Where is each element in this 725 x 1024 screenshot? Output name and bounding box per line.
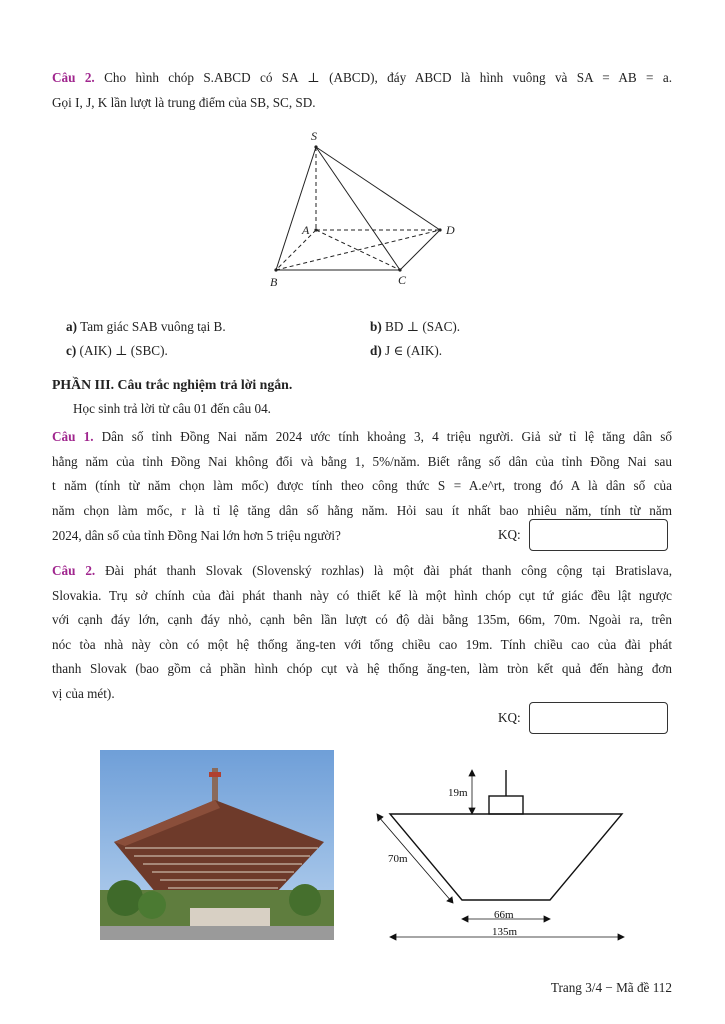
part-3-heading: PHẦN III. Câu trắc nghiệm trả lời ngắn. [52,377,293,392]
label-C: C [398,273,407,287]
question-2b-line-1: Câu 2. Đài phát thanh Slovak (Slovenský rozhlas) là một đài phát thanh công cộng tại Bratislava, [52,563,673,578]
question-1-line-2: hằng năm của tỉnh Đồng Nai không đổi và bằng 1, 5%/năm. Biết rằng số dân của tỉnh Đồng Nai sau [52,454,672,469]
question-1-label: Câu 1. [52,429,94,444]
pyramid-figure [260,125,460,295]
page-footer: Trang 3/4 − Mã đề 112 [550,980,672,995]
frustum-diagram [370,762,640,942]
label-S: S [311,129,317,143]
question-2b-label: Câu 2. [52,563,96,578]
question-1-answer-box[interactable] [529,519,668,551]
frustum-cross-section [390,814,622,900]
slovak-radio-photo [100,750,334,940]
question-2-label: Câu 2. [52,70,95,85]
label-small-base: 66m [494,909,514,921]
antenna-base [489,796,523,814]
question-2b-line-3: với cạnh đáy lớn, cạnh đáy nhỏ, cạnh bên lần lượt có độ dài bằng 135m, 66m, 70m. Ngoài ra, trên [52,612,672,627]
question-1-kq-label: KQ: [498,527,521,542]
option-b: b) BD ⊥ (SAC). [370,319,461,334]
diagonal-bd [276,230,440,270]
option-c: c) (AIK) ⊥ (SBC). [66,343,168,358]
option-d: d) J ∈ (AIK). [370,343,443,358]
question-2b-line-6: vị của mét). [52,686,115,701]
edge-cd [400,230,440,270]
edge-sb [276,147,316,270]
edge-sd [316,147,440,230]
label-antenna-height: 19m [448,787,468,799]
question-1-line-3: t năm (tính từ năm chọn làm mốc) được tính theo công thức S = A.e^rt, trong đó A là dân số của [52,478,672,493]
label-A: A [302,223,310,237]
label-D: D [446,223,455,237]
question-2b-line-2: Slovakia. Trụ sở chính của đài phát thanh này có thiết kế là một hình chóp cụt tứ giác đều lật ngược [52,588,672,603]
question-2-line-2: Gọi I, J, K lần lượt là trung điểm của SB, SC, SD. [52,95,316,110]
question-1-line-1: Câu 1. Dân số tỉnh Đồng Nai năm 2024 ước tính khoảng 3, 4 triệu người. Giả sử tỉ lệ tăng dân số [52,429,673,444]
part-3-instruction: Học sinh trả lời từ câu 01 đến câu 04. [73,401,271,416]
question-2-text-1: Cho hình chóp S.ABCD có SA ⊥ (ABCD), đáy ABCD là hình vuông và SA = AB = a. [104,70,673,85]
option-a: a) Tam giác SAB vuông tại B. [66,319,226,334]
question-2b-answer-box[interactable] [529,702,668,734]
edge-sc [316,147,400,270]
label-large-base: 135m [492,926,518,938]
question-2b-line-5: thanh Slovak (bao gồm cả phần hình chóp cụt và hệ thống ăng-ten, làm tròn kết quả đến hàng đơn [52,661,672,676]
question-2b-line-4: nóc tòa nhà này còn có một hệ thống ăng-ten với tổng chiều cao 19m. Tính chiều cao của đài phát [52,637,672,652]
question-2b-kq-label: KQ: [498,710,521,725]
question-1-line-4: năm chọn làm mốc, r là tỉ lệ tăng dân số hằng năm. Hỏi sau ít nhất bao nhiêu năm, tính từ năm [52,503,672,518]
label-side-length: 70m [388,853,408,865]
question-1-line-5: 2024, dân số của tỉnh Đồng Nai lớn hơn 5 triệu người? [52,528,341,543]
question-2-line-1 [52,69,672,86]
label-B: B [270,275,278,289]
